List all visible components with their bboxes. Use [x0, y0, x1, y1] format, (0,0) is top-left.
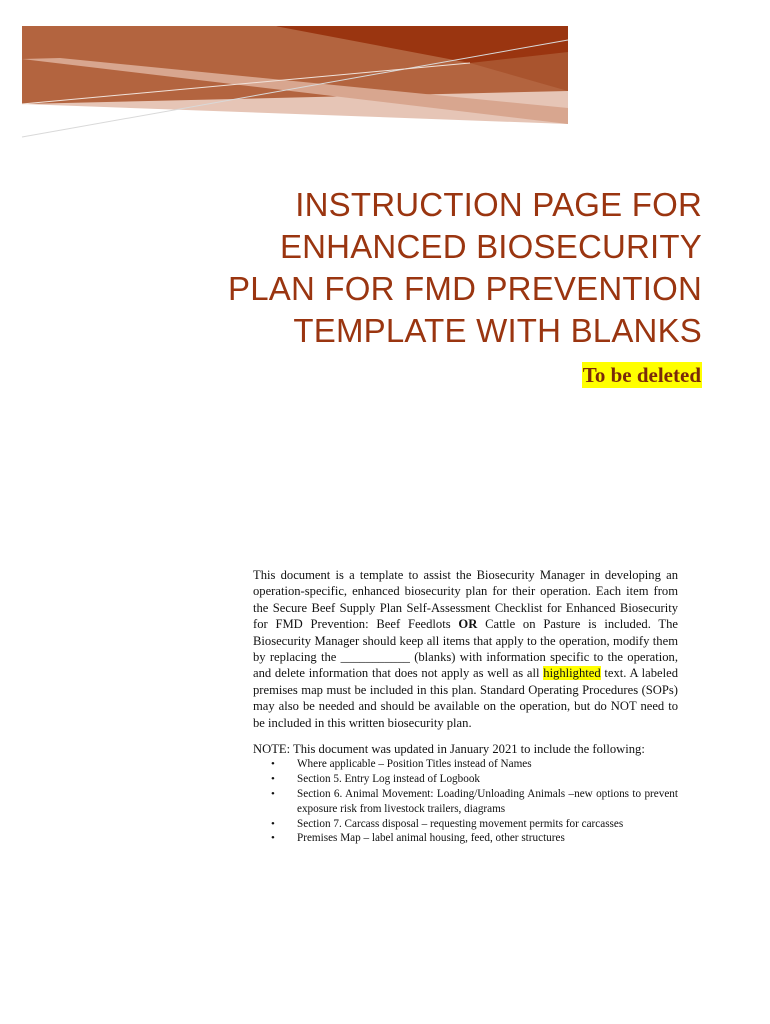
title-line-3: PLAN FOR FMD PREVENTION — [228, 270, 702, 307]
paragraph-text-c: text. A labeled premises map must be included in this plan. Standard Operating Procedures (SOPs) may also be needed and should be available on the operation, but do NOT need to be included in this written biosecurity plan. — [253, 666, 678, 730]
title-line-4: TEMPLATE WITH BLANKS — [293, 312, 702, 349]
paragraph-text-a: This document is a template to assist the Biosecurity Manager in developing an operation-specific, enhanced biosecurity plan for their operation. Each item from the Secure Beef Supply Plan Self-Assessment Checklist for Enhanced Biosecurity for FMD Prevention: Beef Feedlots — [253, 568, 678, 632]
bullet-icon: • — [271, 817, 275, 830]
list-item-text: Premises Map – label animal housing, feed, other structures — [297, 832, 565, 845]
title-line-2: ENHANCED BIOSECURITY — [279, 228, 702, 265]
bullet-list-region — [253, 757, 678, 856]
bullet-icon: • — [271, 773, 275, 786]
list-item-text: Section 7. Carcass disposal – requesting movement permits for carcasses — [297, 817, 624, 830]
list-item — [271, 817, 678, 832]
list-item — [271, 831, 678, 846]
list-item — [271, 772, 678, 787]
to-be-deleted-label: To be deleted — [582, 363, 701, 387]
title-line-1: INSTRUCTION PAGE FOR — [295, 186, 702, 223]
list-item-text: Section 6. Animal Movement: Loading/Unloading Animals –new options to prevent exposure risk from livestock trailers, diagrams — [297, 788, 678, 815]
header-banner-graphic — [0, 0, 770, 150]
instruction-paragraph — [253, 567, 678, 731]
list-item — [271, 757, 678, 772]
bullet-icon: • — [271, 788, 275, 801]
bullet-icon: • — [271, 758, 275, 771]
list-item — [271, 787, 678, 817]
instruction-body — [253, 567, 678, 856]
update-bullet-list — [253, 757, 678, 846]
list-item-text: Section 5. Entry Log instead of Logbook — [297, 773, 481, 786]
note-paragraph: NOTE: This document was updated in January 2021 to include the following: — [253, 742, 645, 757]
paragraph-or-bold: OR — [458, 617, 478, 632]
paragraph-text-b: Cattle on Pasture is included. The Biosecurity Manager should keep all items that apply to the operation, modify them by replacing the ___________ (blanks) with information specific to the operation, and delete information that does not apply as well as all — [253, 617, 678, 681]
highlighted-word: highlighted — [543, 666, 601, 681]
page-title — [142, 184, 702, 352]
bullet-icon: • — [271, 832, 275, 845]
list-item-text: Where applicable – Position Titles instead of Names — [297, 758, 532, 771]
